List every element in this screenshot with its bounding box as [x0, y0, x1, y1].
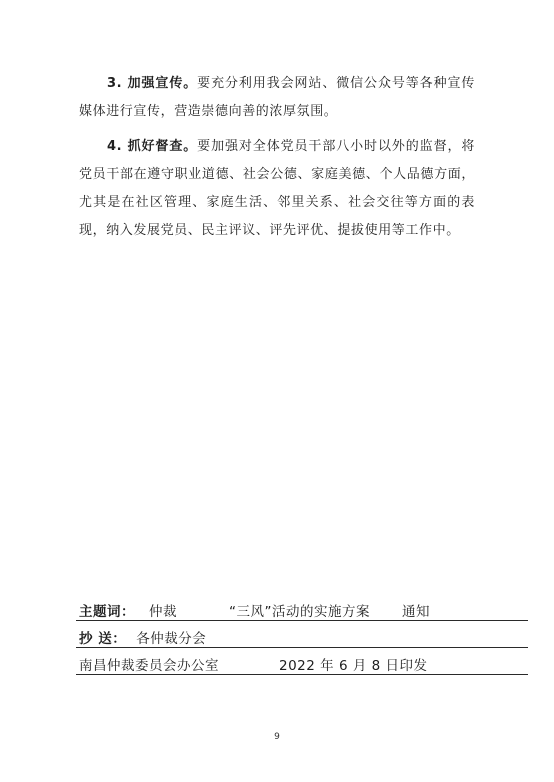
subject-keyword: 仲裁: [149, 604, 177, 620]
divider-line: [76, 674, 528, 675]
cc-row: [79, 627, 206, 647]
issuer-row: [79, 654, 428, 674]
subject-keyword: “三风”活动的实施方案: [229, 604, 370, 620]
body-text: [79, 70, 475, 252]
issue-date: 2022 年 6 月 8 日印发: [279, 658, 428, 674]
paragraph-publicity: [79, 70, 475, 126]
subject-keyword: 通知: [402, 604, 430, 620]
issuer-name: 南昌仲裁委员会办公室: [79, 658, 219, 674]
paragraph-heading: 4. 抓好督查。: [107, 139, 198, 154]
subject-words-row: [79, 600, 430, 620]
page-number: 9: [274, 732, 280, 742]
subject-label: 主题词：: [79, 604, 135, 620]
paragraph-text: 要充分利用我会网站、微信公众号等各种宣传媒体进行宣传，营造崇德向善的浓厚氛围。: [79, 76, 475, 119]
paragraph-supervision: [79, 133, 475, 245]
cc-value: 各仲裁分会: [136, 631, 207, 647]
divider-line: [76, 647, 528, 648]
paragraph-heading: 3. 加强宣传。: [107, 76, 198, 91]
paragraph-text: 要加强对全体党员干部八小时以外的监督，将党员干部在遵守职业道德、社会公德、家庭美德、个人品德方面，尤其是在社区管理、家庭生活、邻里关系、社会交往等方面的表现，纳入发展党员、民主评议、评先评优、提拔使用等工作中。: [79, 139, 475, 238]
cc-label: 抄 送：: [79, 631, 127, 647]
divider-line: [76, 620, 528, 621]
